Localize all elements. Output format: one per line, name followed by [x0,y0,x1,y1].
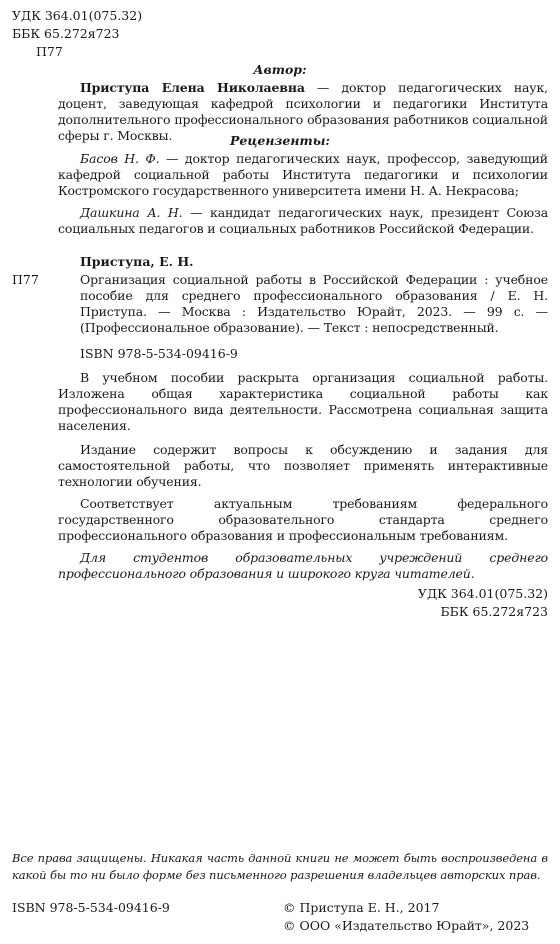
author-mark-top: П77 [36,44,63,59]
reviewers-heading: Рецензенты: [229,133,331,148]
entry-description: Организация социальной работы в Российской Федерации : учебное пособие для среднего профессионального образования / Е. Н. Приступа. — Москва : Издательство Юрайт, 2023. — 99 с. — (Профессиональное образование). — Текст : непосредственный. [80,272,548,335]
abstract-paragraph-audience: Для студентов образовательных учреждений среднего профессионального образования и широкого круга читателей. [58,550,548,581]
bbk-code-bottom: ББК 65.272я723 [440,604,548,619]
rights-notice: Все права защищены. Никакая часть данной книги не может быть воспроизведена в какой бы то ни было форме без письменного разрешения владельцев авторских прав. [12,851,548,882]
reviewer-2-description: — кандидат педагогических наук, президент Союза социальных педагогов и социальных работников Российской Федерации. [58,205,548,236]
bbk-code-top: ББК 65.272я723 [12,26,120,41]
reviewer-1-description: — доктор педагогических наук, профессор, заведующий кафедрой социальной работы Института педагогики и психологии Костромского государственного университета имени Н. А. Некрасова; [58,151,548,198]
copyright-author: © Приступа Е. Н., 2017 [283,900,440,915]
reviewer-1-name: Басов Н. Ф. [80,151,160,166]
author-name: Приступа Елена Николаевна [80,80,305,95]
entry-author: Приступа, Е. Н. [80,254,194,269]
udk-code-top: УДК 364.01(075.32) [12,8,143,23]
author-description: — доктор педагогических наук, доцент, заведующая кафедрой психологии и педагогики Института дополнительного профессионального образования работников социальной сферы г. Москвы. [58,80,548,143]
udk-code-bottom: УДК 364.01(075.32) [417,586,548,601]
reviewer-2-paragraph [58,205,548,237]
reviewer-2-name: Дашкина А. Н. [80,205,183,220]
author-heading: Автор: [253,62,307,77]
entry-isbn: ISBN 978-5-534-09416-9 [80,346,238,361]
entry-author-mark: П77 [12,272,39,287]
abstract-paragraph-1: В учебном пособии раскрыта организация социальной работы. Изложена общая характеристика социальной работы как профессионального вида деятельности. Рассмотрена социальная защита населения. [58,370,548,433]
abstract-paragraph-3: Соответствует актуальным требованиям федерального государственного образовательного стандарта среднего профессионального образования и профессиональным требованиям. [58,496,548,543]
abstract-paragraph-2: Издание содержит вопросы к обсуждению и задания для самостоятельной работы, что позволяет применять интерактивные технологии обучения. [58,442,548,489]
reviewer-1-paragraph [58,151,548,199]
copyright-publisher: © ООО «Издательство Юрайт», 2023 [283,918,530,933]
footer-isbn: ISBN 978-5-534-09416-9 [12,900,170,915]
